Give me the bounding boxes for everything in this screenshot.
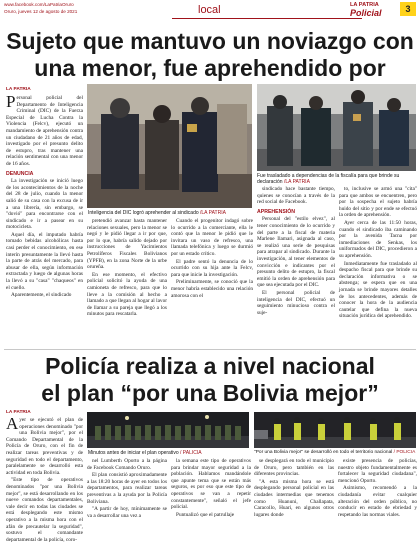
caption-credit: /LA PATRIA [283,179,310,185]
paragraph: ersonal policial del Departamento de Inteligencia Criminal (DIC) de la Fuerza Especial de Lucha Contra la Violencia (Felcv), ejecutó un mandamiento de aprehensión contra un ciudadano de 21 años de edad, investigado por el presunto delito de estupro, tras mantener una relación sentimental con una menor de 16 años. [6,95,83,167]
paragraph: En ese momento, el efectivo policial solicitó la ayuda de una camioneta de refresco, para que lo lleve a la comisión al hecho a llamado a que llegan al hogar al lavor de llamar a su pareja que llegó a los minutos para rescatarla. [87,271,167,318]
dropcap: P [6,92,16,111]
article1-headline-line1: Sujeto que mantuvo un noviazgo con [6,28,414,54]
article2-photo-formation [87,412,249,448]
subheading-aprehension: APREHENSIÓN [257,208,296,215]
paragraph: Cuando el progenitor indagó sobre lo ocurrido a la comerciante, ella le contó que la menor le pidió que le invitara un vaso de refresco, una llamada telefónica y luego se durmió por un estado crítico. [171,218,253,257]
paragraph: El plan consistió aproximadamente a las 18:20 horas de ayer en todos los departamentos, para realizar tareas preventivas a la ayuda por la Policía Boliviana. [87,472,167,505]
paragraph: Personal del "estilo elvez", al tener conocimiento de lo ocurrido y del parte a la fiscal de materia Marlene Ilamari, asignada al caso, se realizó una serie de pesquisas para atrapar al sindicado. Durante la investigación, al tener elementos de convicción e indicantes por el presunto delito de estupro, la fiscal emitió la orden de aprehensión para que sea ejecutada por el DIC. [257,216,335,289]
article2-photo-patrol [254,412,416,448]
article2-column-1 [6,414,83,543]
caption-credit: /LA PATRIA [200,210,226,216]
paragraph: existe presencia de policías, nuestro objeto fundamentalmente es fortalecer la seguridad ciudadana", mencionó Oporto. [338,458,417,484]
caption-text: "Por una Bolivia mejor" se desarrolló en todo el territorio nacional [254,450,393,455]
article2-kicker: LA PATRIA [6,410,31,415]
article1-photo-fiscalia [257,84,416,171]
article2-headline-line2: el plan “por una Bolivia mejor” [41,380,379,406]
page-header [0,0,420,19]
paragraph: Aparentemente, el sindicado [11,292,72,299]
article2-headline-line1: Policía realiza a nivel nacional [45,353,375,379]
paragraph: Puntualizó que el patrullaje [176,511,235,518]
paragraph: nel Lumberth Oporto a la página de Facebook Comando Oruro. [87,458,167,471]
article2-column-3 [171,458,251,534]
dropcap: A [6,414,19,433]
article1-column-2 [87,218,167,346]
paragraph: sindicado hace bastante tiempo, quienes se conocían a través de la red social de Facebook. [257,186,335,206]
caption-text: Fue trasladado a dependencias de la fiscalía para que brinde su declaración [257,173,400,185]
brand-section: Policial [350,8,382,18]
article1-photo-fiscalia-caption [257,173,417,185]
paragraph: La investigación se inició luego de los acontecimientos de la noche del 28 de julio, cuando la menor salió de su casa con la excusa de ir a una librería, sin embargo, se "dovió" para encontrarse con el sindicado e ir a pasear en su motocicleta. [6,178,83,231]
paragraph: "A esta misma hora se está desplegando personal policial en las ciudades intermedias que tenemos como Huanuni, Challapata, Caracollo, Huari, en algunos otros lugares donde [254,478,334,518]
article-divider [4,349,416,350]
article1-column-1 [6,92,83,299]
paragraph: Asimismo, recomendó a la ciudadanía evitar cualquier alteración del orden público, no conducir en estado de ebriedad y respetando las normas viales. [338,485,417,518]
article2-column-2 [87,458,167,534]
paragraph: pretendió avanzar hasta mantener relaciones sexuales, pero la menor se negó y le pidió llegar a ir por que, por lo que, habría salido dejado por instrucciones de Yacimientos Petrolíferos Fiscales Bolivianos (YPFB), en la zona Norte de la urbe orureña. [87,218,167,271]
article1-photo-arrest [87,84,252,208]
article2-photo-patrol-caption [254,450,418,455]
paragraph: la semana este tipo de operativos para brindar mayor seguridad a la población. Hablamos mandándole que apunte tema que se están más seguros, es por eso que este tipo de operativos se van a repetir constantemente", señaló el jefe policial. [171,458,251,511]
paragraph: Aquel día, el imputado habría tomado bebidas alcohólicas hasta casi perder el conocimiento, en ese interín presuntamente la llevó hasta la parte de atrás del mercado, para abusar de ella, según información extractada y luego de algunas horas la llevó a su "casa" "chaqueos" en el cuello. [6,231,83,291]
paragraph: yer se ejecutó el plan de operaciones denominado "por una Bolivia mejor", por el Comando Departamental de la Policía de Oruro, con el fin de realizar tareas preventivas y de seguridad en todo el departamento, paralelamente se desarrolló esta actividad en toda Bolivia. [6,417,83,476]
article2-column-4 [254,458,334,534]
paragraph: "Este tipo de operativos denominados "por una Bolivia mejor", se está desarrollando en los nueve comandos departamentales, vale decir en todas las ciudades se está desplegando este mismo operativo a la misma hora con el afán de precautelar la seguridad", sostuvo el comandante departamental de la policía, coro- [6,477,83,543]
article2-column-5 [338,458,417,534]
article1-photo-arrest-caption [88,210,253,216]
paragraph: Ayer cerca de las 11:50 horas, cuando el sindicado iba caminando por la avenida Tacna por inmediaciones de Senkas, los uniformados del DIC, procedieron a su aprehensión. [339,219,417,259]
article1-column-4 [257,186,335,346]
date-line: Oruro, jueves 12 de agosto de 2021 [4,9,78,14]
article1-kicker: LA PATRIA [6,87,31,92]
paragraph: se desplegará en todo el municipio de Oruro, pero también en las diferentes provincias. [254,458,334,478]
page-number: 3 [400,2,416,16]
caption-credit: / POLICIA [393,450,416,455]
section-rule [172,18,362,19]
article1-column-3 [171,218,253,346]
caption-text: Inteligencia del DIC logró aprehender al sindicado [88,210,199,216]
caption-credit: / PALICIA [180,450,202,456]
paragraph: Inmediatamente fue trasladado al despacho fiscal para que brinde su declaración informativa o se abstenga; se espera que en una jornada se brinde mayores detalles de los antecedentes, además de conocer la hora de la audiencia cautelar que defina la nueva situación jurídica del aprehendido. [339,260,417,320]
facebook-link[interactable]: www.facebook.com/LaPatriaOruro [4,2,74,7]
paragraph: "A partir de hoy, mínimamente se va a desarrollar una vez a [87,506,167,519]
paragraph: Preliminarmente, se conoció que la menor habría establecido una relación amorosa con el [171,279,253,299]
section-title: local [198,4,221,16]
caption-text: Minutos antes de iniciar el plan operativo [88,450,179,456]
article1-headline-line2: una menor, fue aprehendido por [34,55,386,81]
article1-column-5 [339,186,417,346]
subheading-denuncia: DENUNCIA [6,170,34,177]
brand-name: LA PATRIA [350,2,379,8]
paragraph: El personal policial de inteligencia del DIC, efectuó un seguimiento minucioso contra el suje- [257,289,335,316]
paragraph: El padre sentó la denuncia de lo ocurrido con su hija ante la Felcv, para que inicie la investigación. [171,258,253,278]
paragraph: to, inclusive se armó una "cita" para que ambos se encuentren, pero por la sospecha el sujeto habría huido del sitio y por ende se efectuó la orden de aprehensión. [339,186,417,219]
article2-photo-formation-caption [88,450,250,456]
